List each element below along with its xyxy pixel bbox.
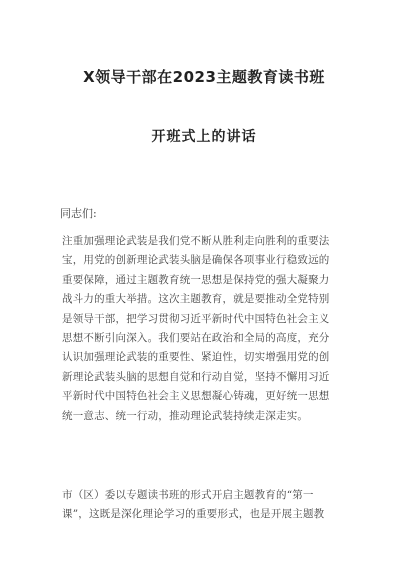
paragraph-line: 思想不断引向深入。我们要站在政治和全局的高度，充分	[62, 332, 330, 345]
paragraph-line: 认识加强理论武装的重要性、紧迫性，切实增强用党的创	[62, 351, 330, 364]
document-title: X领导干部在2023主题教育读书班	[83, 68, 325, 86]
paragraph-line: 课”，这既是深化理论学习的重要形式，也是开展主题教	[62, 508, 325, 521]
paragraph-line: 注重加强理论武装是我们党不断从胜利走向胜利的重要法	[62, 235, 330, 247]
document-subtitle: 开班式上的讲话	[151, 129, 257, 145]
paragraph-line: 重要保障，通过主题教育统一思想是保持党的强大凝聚力	[62, 273, 330, 286]
paragraph-line: 市（区）委以专题读书班的形式开启主题教育的“第一	[62, 489, 314, 501]
paragraph-line: 平新时代中国特色社会主义思想凝心铸魂，更好统一思想	[62, 390, 330, 403]
paragraph-2	[62, 486, 352, 525]
paragraph-line: 战斗力的重大举措。这次主题教育，就是要推动全党特别	[62, 293, 330, 306]
paragraph-line: 宝，用党的创新理论武装头脑是确保各项事业行稳致远的	[62, 254, 330, 267]
paragraph-line: 统一意志、统一行动，推动理论武装持续走深走实。	[62, 409, 309, 422]
paragraph-line: 是领导干部，把学习贯彻习近平新时代中国特色社会主义	[62, 312, 330, 325]
paragraph-line: 新理论武装头脑的思想自觉和行动自觉，坚持不懈用习近	[62, 370, 330, 383]
salutation: 同志们:	[60, 207, 97, 220]
paragraph-1	[62, 232, 352, 426]
